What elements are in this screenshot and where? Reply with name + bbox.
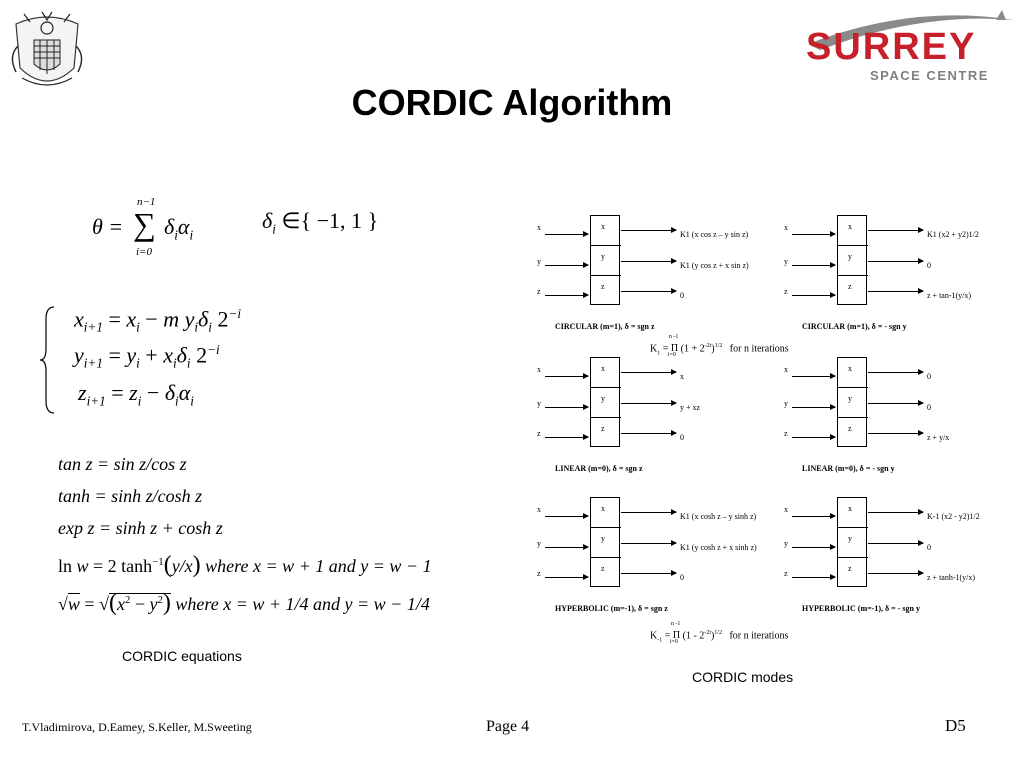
input-arrow-icon (792, 407, 835, 408)
z-update-lhs: z (78, 380, 87, 405)
unit-cell: z (848, 282, 852, 291)
input-label: x (537, 505, 541, 514)
mode-panel-1 (535, 215, 775, 331)
output-arrow-icon (621, 261, 676, 262)
cordic-modes-caption: CORDIC modes (692, 669, 794, 685)
input-label: y (784, 257, 788, 266)
input-label: z (537, 569, 541, 578)
input-label: y (784, 539, 788, 548)
unit-cell: z (601, 424, 605, 433)
output-expression: K-1 (x2 - y2)1/2 (927, 512, 980, 521)
y-update-lhs: y (74, 342, 84, 368)
unit-cell: z (848, 424, 852, 433)
tan-identity: tan z = sin z/cos z (58, 454, 187, 474)
sqrt-identity: $√w = √(x^2 - y^2)$ where x = w + 1/4 and y = w − 1/4 (58, 590, 430, 616)
z-update-equation: $z_{i+1} = z_i - \delta_i\alpha_i$ (78, 380, 194, 409)
footer-slide-code: D5 (945, 716, 966, 735)
input-arrow-icon (792, 265, 835, 266)
input-label: y (537, 399, 541, 408)
unit-cell: x (591, 216, 621, 246)
logo-subtext: SPACE CENTRE (870, 68, 989, 83)
output-expression: K1 (x cosh z – y sinh z) (680, 512, 757, 521)
input-arrow-icon (545, 376, 588, 377)
sum-term: $\delta_i\alpha_i$ (164, 214, 194, 243)
output-arrow-icon (621, 433, 676, 434)
mode-panel-2 (782, 215, 1022, 331)
surrey-space-centre-logo (800, 6, 1022, 90)
input-arrow-icon (792, 376, 835, 377)
cordic-unit-box (590, 215, 620, 305)
output-expression: K1 (y cos z + x sin z) (680, 261, 749, 270)
footer-page-number: Page 4 (486, 718, 530, 735)
page-title: CORDIC Algorithm (351, 82, 673, 123)
product-symbol: Π n -1 i=0 (667, 334, 679, 359)
sum-top: n−1 (137, 196, 156, 208)
output-arrow-icon (868, 433, 923, 434)
k1-formula-suffix: for n iterations (729, 343, 789, 355)
unit-cell: x (838, 216, 868, 246)
input-label: z (784, 569, 788, 578)
output-arrow-icon (868, 543, 923, 544)
x-update-lhs: x (74, 306, 84, 332)
theta-sum-equation (92, 196, 232, 266)
input-label: y (537, 539, 541, 548)
output-arrow-icon (868, 291, 923, 292)
output-arrow-icon (621, 291, 676, 292)
input-label: x (784, 505, 788, 514)
input-arrow-icon (545, 547, 588, 548)
output-expression: K1 (x cos z – y sin z) (680, 230, 749, 239)
delta-set-equation: $\delta_i$ ∈{ −1, 1 } (262, 208, 379, 237)
output-expression: K1 (x2 + y2)1/2 (927, 230, 979, 239)
cordic-unit-box (837, 215, 867, 305)
output-arrow-icon (621, 372, 676, 373)
input-label: z (784, 287, 788, 296)
input-label: y (537, 257, 541, 266)
cordic-unit-box (590, 497, 620, 587)
input-arrow-icon (545, 265, 588, 266)
output-expression: z + tanh-1(y/x) (927, 573, 976, 582)
mode-panel-4 (782, 357, 1022, 473)
unit-cell: y (591, 388, 621, 418)
unit-cell: x (591, 498, 621, 528)
km1-formula-suffix: for n iterations (729, 630, 789, 642)
unit-cell: x (838, 358, 868, 388)
output-expression: 0 (680, 573, 684, 582)
output-expression: y + xz (680, 403, 701, 412)
mode-label: CIRCULAR (m=1), δ = - sgn y (802, 322, 907, 331)
unit-cell: z (848, 564, 852, 573)
output-expression: 0 (927, 543, 931, 552)
exp-identity: exp z = sinh z + cosh z (58, 518, 223, 538)
ln-identity-condition: where x = w + 1 and y = w − 1 (205, 556, 432, 576)
tanh-identity: tanh = sinh z/cosh z (58, 486, 203, 506)
km1-formula: $K_{-1} = \Pi$ n -1 i=0 $(1 - 2^{-2i})^{1/2}$ for n iterations (650, 621, 789, 646)
output-arrow-icon (868, 261, 923, 262)
output-arrow-icon (621, 543, 676, 544)
unit-cell: y (838, 388, 868, 418)
input-arrow-icon (545, 234, 588, 235)
output-expression: 0 (927, 261, 931, 270)
input-label: z (537, 287, 541, 296)
input-arrow-icon (792, 295, 835, 296)
input-label: x (537, 365, 541, 374)
footer-authors: T.Vladimirova, D.Eamey, S.Keller, M.Sweeting (22, 720, 252, 734)
sqrt-identity-condition: where x = w + 1/4 and y = w − 1/4 (175, 594, 430, 614)
product-symbol-2: Π n -1 i=0 (669, 621, 681, 646)
input-arrow-icon (792, 577, 835, 578)
cordic-unit-box (837, 497, 867, 587)
unit-cell: x (591, 358, 621, 388)
mode-label: LINEAR (m=0), δ = - sgn y (802, 464, 895, 473)
unit-cell: x (838, 498, 868, 528)
cordic-equations-caption: CORDIC equations (122, 648, 242, 664)
sum-bottom: i=0 (136, 246, 152, 258)
output-expression: 0 (680, 291, 684, 300)
unit-cell: z (601, 282, 605, 291)
cordic-unit-box (590, 357, 620, 447)
output-expression: K1 (y cosh z + x sinh z) (680, 543, 757, 552)
input-arrow-icon (792, 234, 835, 235)
delta-members: −1, 1 (316, 208, 363, 233)
input-label: z (784, 429, 788, 438)
cordic-unit-box (837, 357, 867, 447)
input-label: z (537, 429, 541, 438)
x-update-equation: $x_{i+1} = x_i - m$ $y_i\delta_i$ $2^{-i}$ (74, 306, 242, 335)
mode-label: HYPERBOLIC (m=-1), δ = sgn z (555, 604, 668, 613)
output-arrow-icon (868, 512, 923, 513)
input-arrow-icon (545, 516, 588, 517)
output-arrow-icon (621, 230, 676, 231)
delta-symbol: δ (262, 208, 273, 233)
output-expression: 0 (927, 403, 931, 412)
ln-identity: ln w = 2 $\tanh^{-1}(y/x)$ where x = w + 1 and y = w − 1 (58, 552, 432, 578)
input-label: y (784, 399, 788, 408)
mode-label: LINEAR (m=0), δ = sgn z (555, 464, 643, 473)
mode-panel-6 (782, 497, 1022, 613)
unit-cell: y (838, 528, 868, 558)
input-arrow-icon (545, 407, 588, 408)
output-expression: x (680, 372, 684, 381)
sum-symbol: ∑ (133, 206, 156, 242)
theta-lhs: θ = (92, 214, 124, 239)
iteration-system-brace (38, 305, 58, 415)
output-arrow-icon (868, 230, 923, 231)
unit-cell: z (601, 564, 605, 573)
output-arrow-icon (868, 372, 923, 373)
y-update-equation: $y_{i+1} = y_i + x_i\delta_i$ $2^{-i}$ (74, 342, 220, 371)
output-arrow-icon (868, 573, 923, 574)
input-label: x (537, 223, 541, 232)
unit-cell: y (838, 246, 868, 276)
input-arrow-icon (545, 577, 588, 578)
output-expression: 0 (680, 433, 684, 442)
mode-label: CIRCULAR (m=1), δ = sgn z (555, 322, 655, 331)
output-expression: z + y/x (927, 433, 950, 442)
element-of-symbol: ∈{ (281, 208, 317, 233)
output-arrow-icon (621, 573, 676, 574)
input-arrow-icon (792, 437, 835, 438)
input-arrow-icon (792, 516, 835, 517)
unit-cell: y (591, 528, 621, 558)
input-arrow-icon (545, 437, 588, 438)
output-expression: 0 (927, 372, 931, 381)
input-label: x (784, 365, 788, 374)
mode-panel-5 (535, 497, 775, 613)
input-arrow-icon (792, 547, 835, 548)
unit-cell: y (591, 246, 621, 276)
logo-wordmark: SURREY (806, 26, 977, 68)
output-arrow-icon (621, 512, 676, 513)
output-arrow-icon (868, 403, 923, 404)
output-expression: z + tan-1(y/x) (927, 291, 972, 300)
output-arrow-icon (621, 403, 676, 404)
k1-formula: $K_1 = \Pi$ n -1 i=0 $(1 + 2^{-2i})^{1/2}$ for n iterations (650, 334, 789, 359)
mode-panel-3 (535, 357, 775, 473)
input-label: x (784, 223, 788, 232)
input-arrow-icon (545, 295, 588, 296)
mode-label: HYPERBOLIC (m=-1), δ = - sgn y (802, 604, 920, 613)
